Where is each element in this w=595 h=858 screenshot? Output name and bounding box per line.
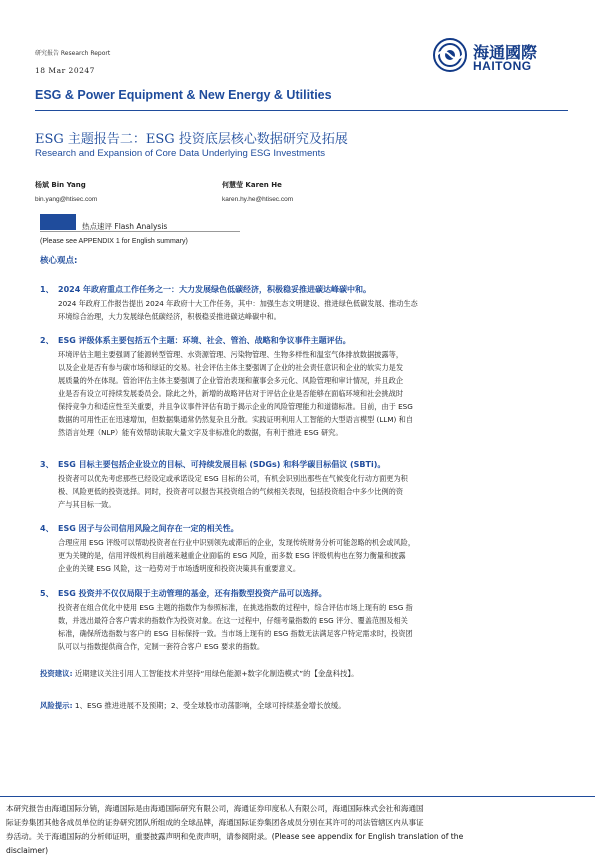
header-divider [35,110,568,111]
author-email[interactable]: karen.hy.he@htisec.com [222,196,294,203]
logo-en-text: HAITONG [473,59,532,73]
sector-category: ESG & Power Equipment & New Energy & Utilities [35,88,332,102]
footer-line: 券活动。关于海通国际的分析师证明，重要披露声明和免责声明，请参阅附录。(Please see appendix for English translation of the [6,832,464,841]
point-body-line: 数据的可用性正在迅速增加，但数据集通常仍然复杂且分散。实践证明利用人工智能的大型语言模型 (LLM) 和自 [58,415,414,424]
author-name: 何慧莹 Karen He [222,181,282,189]
flash-label: 热点速评 Flash Analysis [82,222,168,231]
point-body-line: 更为关键的是，信用评级机构目前越来越重企业面临的 ESG 风险，而多数 ESG 评级机构也在努力衡量和披露 [58,551,406,560]
point-number: 4、 [40,524,54,533]
haitong-logo [433,38,568,76]
footer-line: 本研究报告由海通国际分销，海通国际是由海通国际研究有限公司，海通证券印度私人有限公司，海通国际株式会社和海通国 [6,804,424,813]
point-body-line: 企业的关键 ESG 风险，这一趋势对于市场透明度和投资决策具有重要意义。 [58,564,301,573]
point-body-line: 极、风险更低的投资选择。同时，投资者可以报告其投资组合的气候相关表现，包括投资组合中多少比例的资 [58,487,404,496]
footer-line: disclaimer) [6,846,49,855]
title-cn: ESG 主题报告二：ESG 投资底层核心数据研究及拓展 [35,132,348,147]
point-title: ESG 因子与公司信用风险之间存在一定的相关性。 [58,524,239,533]
point-number: 1、 [40,285,54,294]
title-en: Research and Expansion of Core Data Underlying ESG Investments [35,148,326,159]
point-title: ESG 目标主要包括企业设立的目标、可持续发展目标 (SDGs) 和科学碳目标倡议 (SBTi)。 [58,460,386,469]
point-body-line: 然语言处理（NLP）能有效帮助读取大量文字及非标准化的数据，有利于推进 ESG 研究。 [58,428,343,437]
footer-divider [0,796,595,797]
report-type: 研究报告 Research Report [35,50,111,57]
point-title: ESG 评级体系主要包括五个主题：环境、社会、管治、战略和争议事件主题评估。 [58,336,351,345]
author-name: 杨斌 Bin Yang [35,181,86,189]
core-views-label: 核心观点: [40,256,78,266]
investment-suggestion [40,668,359,679]
point-body-line: 2024 年政府工作报告提出 2024 年政府十大工作任务，其中：加强生态文明建设、推进绿色低碳发展、推动生态 [58,299,418,308]
footer-line: 际证券集团其他各成员单位的证券研究团队所组成的全球品牌，海通国际证券集团各成员分别在其许可的司法管辖区内从事证 [6,818,424,827]
appendix-note: (Please see APPENDIX 1 for English summary) [40,238,188,245]
point-body-line: 环境评估主题主要强调了能源转型管理、水资源管理、污染物管理、生物多样性和温室气体排放数据披露等， [58,350,404,359]
point-number: 3、 [40,460,54,469]
logo-cn-text: 海通國際 [473,43,538,62]
point-body-line: 环境综合治理，大力发展绿色低碳经济，积极稳妥推进碳达峰碳中和。 [58,312,281,321]
point-body-line: 保持竞争力和适应性至关重要，并且争议事件评估有助于揭示企业的风险管理能力和道德标准。目前，由于 ESG [58,402,413,411]
risk-warning [40,700,346,711]
suggestion-label: 投资建议: [40,669,73,678]
point-heading [40,459,560,471]
flash-marker [40,214,76,230]
point-title: 2024 年政府重点工作任务之一：大力发展绿色低碳经济，积极稳妥推进碳达峰碳中和。 [58,285,372,294]
point-body-line: 业是否有设立可持续发展委员会。除此之外，新增的战略评估对于评估企业是否能够在面临环境和社会挑战时 [58,389,404,398]
point-number: 5、 [40,589,54,598]
point-body-line: 标准，确保所选指数与客户的 ESG 目标保持一致。当市场上现有的 ESG 指数无法满足客户特定需求时，投资团 [58,629,413,638]
report-date: 18 Mar 20247 [35,66,95,75]
point-body-line: 数，并选出最符合客户需求的指数作为投资对象。在这一过程中，仔细考量指数的 ESG 评分、覆盖范围及相关 [58,616,408,625]
point-heading [40,284,560,296]
risk-label: 风险提示: [40,701,73,710]
point-title: ESG 投资并不仅仅局限于主动管理的基金，还有指数型投资产品可以选择。 [58,589,327,598]
author-email[interactable]: bin.yang@htisec.com [35,196,98,203]
haitong-logo-icon [433,38,467,72]
point-body-line: 合理应用 ESG 评级可以帮助投资者在行业中识别领先或滞后的企业，发现传统财务分析可能忽略的机会或风险， [58,538,416,547]
footer-disclaimer [6,802,591,858]
risk-text: 1、ESG 推进进展不及预期；2、受全球股市动荡影响，全球可持续基金增长放缓。 [74,701,346,710]
point-body-line: 展质量的外在体现。管治评估主体主要强调了企业管治表现和董事会多元化、风险管理和审计情况，并且政企 [58,376,404,385]
point-body-line: 投资者可以优先考虑那些已经设定或承诺设定 ESG 目标的公司，有机会识别出那些在气候变化行动方面更为积 [58,474,408,483]
point-body-line: 投资者在组合优化中使用 ESG 主题的指数作为参照标准，在挑选指数的过程中，综合评估市场上现有的 ESG 指 [58,603,413,612]
point-heading [40,588,560,600]
point-body-line: 队可以与指数提供商合作，定制一套符合客户 ESG 要求的指数。 [58,642,265,651]
suggestion-text: 近期建议关注引用人工智能技术并坚持“用绿色能源+数字化制造模式”的【金盘科技】。 [74,669,359,678]
point-body-line: 产与其目标一致。 [58,500,116,509]
point-heading [40,523,560,535]
point-heading [40,335,560,347]
point-number: 2、 [40,336,54,345]
point-body-line: 以及企业是否有参与碳市场和绿证的交易。社会评估主体主要强调了企业的社会责任意识和企业的软实力是发 [58,363,404,372]
